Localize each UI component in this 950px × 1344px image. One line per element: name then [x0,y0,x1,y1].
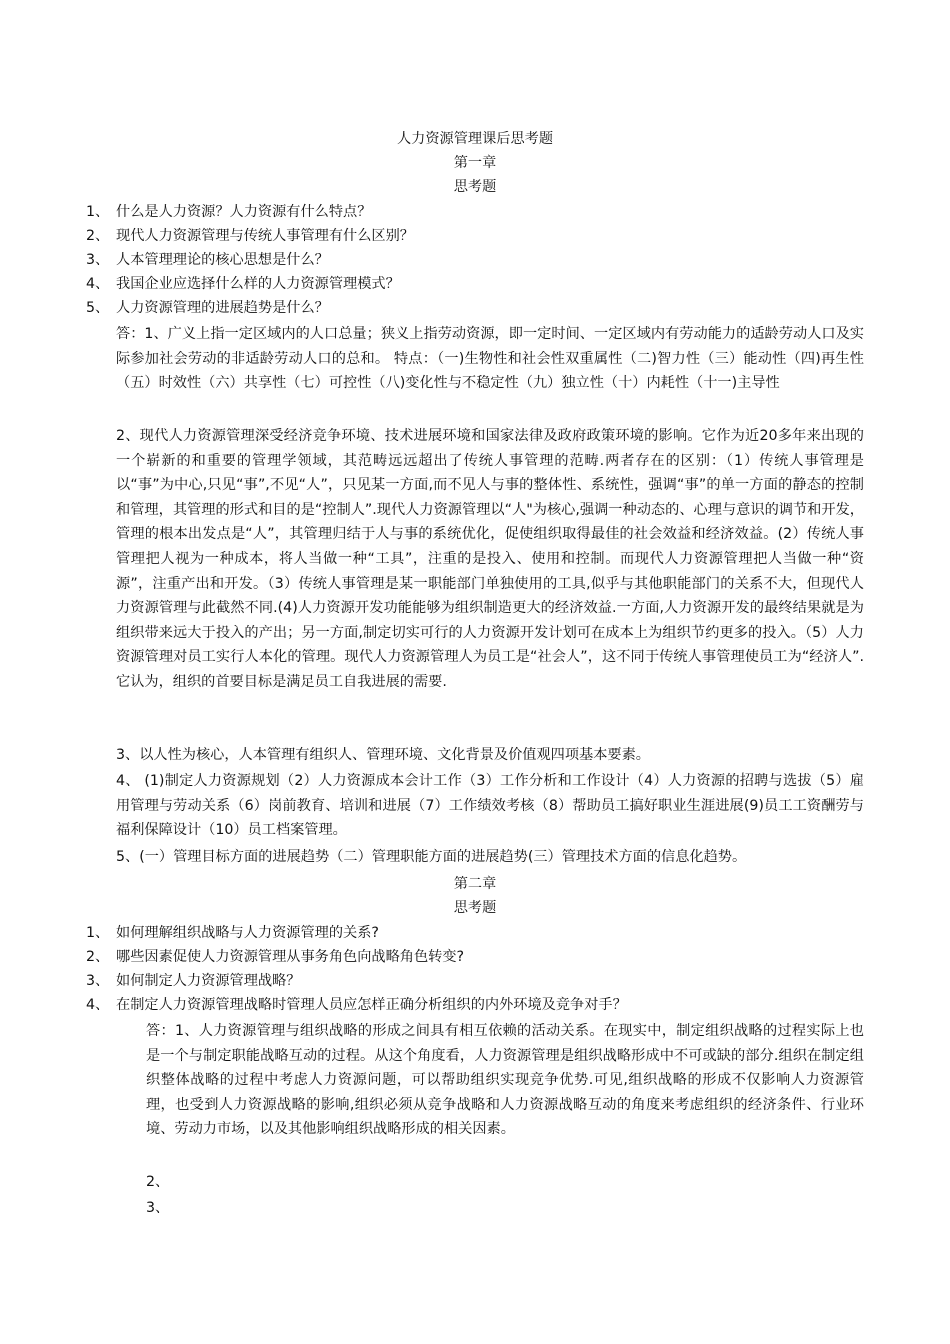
chapter-2-question [86,921,876,945]
chapter-1-question [86,248,876,272]
chapter-1-question [86,200,876,224]
question-text: 在制定人力资源管理战略时管理人员应怎样正确分析组织的内外环境及竞争对手？ [116,997,627,1013]
question-number: 2、 [86,228,110,244]
chapter-1-subheading: 思考题 [453,179,497,195]
document-title: 人力资源管理课后思考题 [396,131,554,147]
question-number: 1、 [86,925,110,941]
question-number: 4、 [86,997,110,1013]
question-number: 2、 [86,949,110,965]
chapter-2-answer-3: 3、 [146,1200,170,1216]
question-text: 现代人力资源管理与传统人事管理有什么区别？ [116,228,414,244]
chapter-1-heading: 第一章 [453,155,497,171]
question-text: 人力资源管理的进展趋势是什么？ [116,300,329,316]
question-number: 5、 [86,300,110,316]
question-number: 1、 [86,204,110,220]
chapter-1-answer-4: 4、 (1)制定人力资源规划（2）人力资源成本会计工作（3）工作分析和工作设计（4）人力资源的招聘与选拔（5）雇用管理与劳动关系（6）岗前教育、培训和进展（7）工作绩效考核（8）帮助员工搞好职业生涯进展(9)员工工资酬劳与福利保障设计（10）员工档案管理。 [116,773,864,839]
question-text: 如何理解组织战略与人力资源管理的关系? [116,925,379,941]
question-text: 人本管理理论的核心思想是什么？ [116,252,329,268]
question-number: 4、 [86,276,110,292]
question-number: 3、 [86,252,110,268]
chapter-1-question [86,296,876,320]
question-text: 我国企业应选择什么样的人力资源管理模式？ [116,276,400,292]
chapter-2-question [86,945,876,969]
chapter-1-answer-5: 5、(一）管理目标方面的进展趋势（二）管理职能方面的进展趋势(三）管理技术方面的信息化趋势。 [116,849,747,865]
chapter-1-answer-2: 2、现代人力资源管理深受经济竞争环境、技术进展环境和国家法律及政府政策环境的影响。它作为近20多年来出现的一个崭新的和重要的管理学领域，其范畴远远超出了传统人事管理的范畴.两者存在的区别：（1）传统人事管理是以“事”为中心,只见“事”,不见“人”，只见某一方面,而不见人与事的整体性、系统性，强调“事”的单一方面的静态的控制和管理，其管理的形式和目的是“控制人”.现代人力资源管理以“人"为核心,强调一种动态的、心理与意识的调节和开发，管理的根本出发点是“人”，其管理归结于人与事的系统优化，促使组织取得最佳的社会效益和经济效益。(2）传统人事管理把人视为一种成本，将人当做一种“工具”，注重的是投入、使用和控制。而现代人力资源管理把人当做一种“资源”，注重产出和开发。（3）传统人事管理是某一职能部门单独使用的工具,似乎与其他职能部门的关系不大，但现代人力资源管理与此截然不同.(4)人力资源开发功能能够为组织制造更大的经济效益.一方面,人力资源开发的最终结果就是为组织带来远大于投入的产出；另一方面,制定切实可行的人力资源开发计划可在成本上为组织节约更多的投入。（5）人力资源管理对员工实行人本化的管理。现代人力资源管理人为员工是“社会人”，这不同于传统人事管理使员工为“经济人”.它认为，组织的首要目标是满足员工自我进展的需要. [116,428,864,690]
chapter-1-question [86,224,876,248]
chapter-1-question [86,272,876,296]
chapter-2-question [86,969,876,993]
chapter-2-answer-2: 2、 [146,1174,170,1190]
chapter-2-answer-1: 答：1、人力资源管理与组织战略的形成之间具有相互依赖的活动关系。在现实中，制定组织战略的过程实际上也是一个与制定职能战略互动的过程。从这个角度看，人力资源管理是组织战略形成中不可或缺的部分.组织在制定组织整体战略的过程中考虑人力资源问题，可以帮助组织实现竞争优势.可见,组织战略的形成不仅影响人力资源管理，也受到人力资源战略的影响,组织必须从竞争战略和人力资源战略互动的角度来考虑组织的经济条件、行业环境、劳动力市场，以及其他影响组织战略形成的相关因素。 [146,1023,864,1138]
question-text: 哪些因素促使人力资源管理从事务角色向战略角色转变? [116,949,465,965]
chapter-1-answer-3: 3、以人性为核心，人本管理有组织人、管理环境、文化背景及价值观四项基本要素。 [116,747,650,763]
chapter-1-answer-1: 答：1、广义上指一定区域内的人口总量；狭义上指劳动资源，即一定时间、一定区域内有劳动能力的适龄劳动人口及实际参加社会劳动的非适龄劳动人口的总和。 特点：（一)生物性和社会性双重属性（二)智力性（三）能动性（四)再生性（五）时效性（六）共享性（七）可控性（八)变化性与不稳定性（九）独立性（十）内耗性（十一)主导性 [116,326,864,392]
question-number: 3、 [86,973,110,989]
question-text: 什么是人力资源？人力资源有什么特点？ [116,204,372,220]
question-text: 如何制定人力资源管理战略？ [116,973,301,989]
chapter-2-heading: 第二章 [453,876,497,892]
chapter-2-question [86,993,876,1017]
chapter-2-subheading: 思考题 [453,900,497,916]
